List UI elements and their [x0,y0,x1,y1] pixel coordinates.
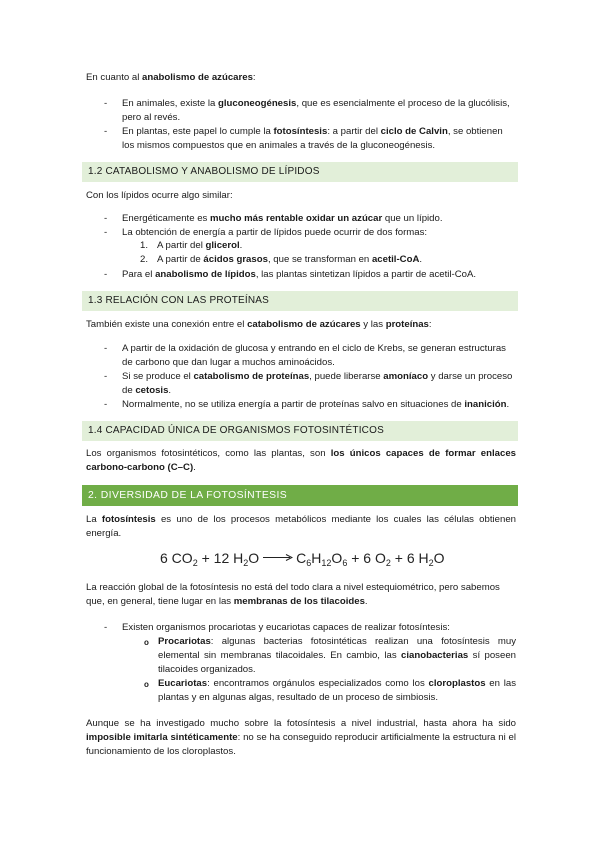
text: : no se ha conseguido reproducir artificialmente la estructura ni el funcionamiento de los cloroplastos. [86,732,516,757]
bold-term: mucho más rentable oxidar un azúcar [210,213,383,224]
eq-term: + 6 H [390,550,429,566]
text: . [419,254,423,265]
photosynthesis-equation [160,550,445,568]
text: , que es esencialmente el proceso de la glucólisis, [296,98,510,109]
paragraph-conexion [86,318,516,332]
bold-term: amoníaco [383,371,429,382]
paragraph-enlaces-cc [86,447,516,475]
bullet-item-organismos: Existen organismos procariotas y eucariotas capaces de realizar fotosíntesis: [122,622,450,633]
text: en las plantas y en algunas algas, resultado de un proceso de simbiosis. [158,678,516,703]
bold-term: catabolismo de proteínas [193,371,310,382]
text: de carbono que dan lugar a muchos aminoácidos. [122,357,335,368]
eq-term: O [433,550,445,566]
eq-subscript: 6 [306,558,312,568]
text: Si se produce el [122,371,194,382]
sub-item-procariotas [158,635,516,677]
bold-term: membranas de los tilacoides [233,596,365,607]
bullet-item-catabolismo-proteinas [122,370,518,398]
bullet-item-obtencion: La obtención de energía a partir de lípidos puede ocurrir de dos formas: [122,227,428,238]
text: los mismos compuestos que en animales a través de la gluconeogénesis. [122,140,436,151]
text: , puede liberarse [309,371,384,382]
eq-term: + 6 O [347,550,386,566]
text: es uno de los procesos metabólicos mediante los cuales las células obtienen energía. [86,514,516,539]
text: : a partir del [327,126,381,137]
bullet-dash: - [104,213,108,224]
bullet-dash: - [104,399,108,410]
bold-term: ácidos grasos [203,254,268,265]
text: Normalmente, no se utiliza energía a partir de proteínas salvo en situaciones de [122,399,465,410]
text: . [506,399,510,410]
numbered-item-glicerol [157,239,517,253]
bold-term: cloroplastos [428,678,486,689]
bullet-dash: - [104,371,108,382]
eq-term: + 12 H [197,550,244,566]
list-number: 2. [140,254,149,265]
bold-term: acetil-CoA [371,254,420,265]
bullet-dash: - [104,98,108,109]
heading-text: 1.4 CAPACIDAD ÚNICA DE ORGANISMOS FOTOSINTÉTICOS [88,425,384,436]
section-heading-1-2 [82,162,518,182]
text: . [239,240,243,251]
eq-subscript: 12 [321,558,332,568]
eq-subscript: 2 [428,558,434,568]
text: : encontramos orgánulos especializados como los [207,678,429,689]
text: que, en general, tiene lugar en las [86,596,234,607]
bold-term: catabolismo de azúcares [247,319,361,330]
circle-bullet: o [144,680,149,689]
bullet-dash: - [104,227,108,238]
bold-term: anabolismo de lípidos [155,269,256,280]
sub-item-eucariotas [158,677,516,705]
eq-subscript: 2 [385,558,391,568]
text: , se obtienen [447,126,503,137]
eq-term: H [311,550,322,566]
text: A partir de [157,254,204,265]
bold-term: cianobacterias [401,650,469,661]
text: . [364,596,368,607]
text: . [193,462,196,473]
bullet-item-energeticamente [122,212,518,226]
text: : [252,72,256,83]
numbered-item-acidos-grasos [157,253,517,267]
bold-term: proteínas [385,319,429,330]
text: de [122,385,136,396]
bold-term: fotosíntesis [101,514,156,525]
bullet-item-plantas [122,125,518,153]
bold-term: inanición [464,399,507,410]
text: Aunque se ha investigado mucho sobre la fotosíntesis a nivel industrial, hasta ahora ha sido [86,718,516,729]
text: : [428,319,432,330]
bold-term: glicerol [205,240,240,251]
paragraph-fotosintesis [86,513,516,541]
bold-term: imposible imitarla sintéticamente [86,732,238,743]
heading-text: 1.3 RELACIÓN CON LAS PROTEÍNAS [88,295,270,306]
text: , las plantas sintetizan lípidos a partir de acetil-CoA. [255,269,477,280]
paragraph-lipidos: Con los lípidos ocurre algo similar: [86,190,233,201]
text: , que se transforman en [267,254,372,265]
bold-term: los únicos capaces de formar enlaces carbono-carbono (C–C) [86,448,516,473]
eq-subscript: 2 [192,558,198,568]
section-heading-1-3 [82,291,518,311]
bullet-item-inanicion [122,398,518,412]
text: En animales, existe la [122,98,218,109]
bold-term: anabolismo de azúcares [142,72,253,83]
text: . [168,385,172,396]
bullet-dash: - [104,622,108,633]
eq-subscript: 2 [243,558,249,568]
text: Energéticamente es [122,213,210,224]
text: sí poseen tilacoides organizados. [158,650,516,675]
text: La [86,514,102,525]
heading-text: 2. DIVERSIDAD DE LA FOTOSÍNTESIS [88,490,288,501]
bold-term: Eucariotas [158,678,208,689]
section-heading-1-4 [82,421,518,441]
text: y darse un proceso [428,371,513,382]
bold-term: Procariotas [158,636,211,647]
text: Los organismos fotosintéticos, como las plantas, son [86,448,331,459]
paragraph-reaccion-global [86,581,516,609]
text: Para el [122,269,156,280]
reaction-arrow-icon [263,553,293,562]
text: En cuanto al [86,72,143,83]
text: A partir de la oxidación de glucosa y entrando en el ciclo de Krebs, se generan estructuras [122,343,506,354]
text: que un lípido. [382,213,443,224]
text: También existe una conexión entre el [86,319,248,330]
text: : algunas bacterias fotosintéticas realizan una fotosíntesis muy elemental sin membranas tilacoidales. En cambio, las [158,636,516,661]
eq-term: 6 CO [160,550,193,566]
bullet-dash: - [104,126,108,137]
paragraph-imitar [86,717,516,759]
section-heading-2 [82,485,518,506]
text: En plantas, este papel lo cumple la [122,126,274,137]
bullet-dash: - [104,269,108,280]
list-number: 1. [140,240,149,251]
eq-term: C [296,550,307,566]
bullet-dash: - [104,343,108,354]
eq-subscript: 6 [342,558,348,568]
text: pero al revés. [122,112,181,123]
text: La reacción global de la fotosíntesis no está del todo clara a nivel estequiométrico, pero sabemos [86,582,500,593]
circle-bullet: o [144,638,149,647]
bold-term: fotosíntesis [273,126,328,137]
text: y las [360,319,386,330]
eq-term: O [331,550,343,566]
bullet-item-oxidacion [122,342,518,370]
bold-term: ciclo de Calvin [380,126,448,137]
heading-text: 1.2 CATABOLISMO Y ANABOLISMO DE LÍPIDOS [88,166,320,177]
eq-term: O [248,550,260,566]
bullet-item-animales [122,97,518,125]
bullet-item-anabolismo-lipidos [122,268,518,282]
bold-term: cetosis [135,385,169,396]
bold-term: gluconeogénesis [217,98,297,109]
text: A partir del [157,240,206,251]
paragraph-anabolismo-azucares [86,71,516,85]
